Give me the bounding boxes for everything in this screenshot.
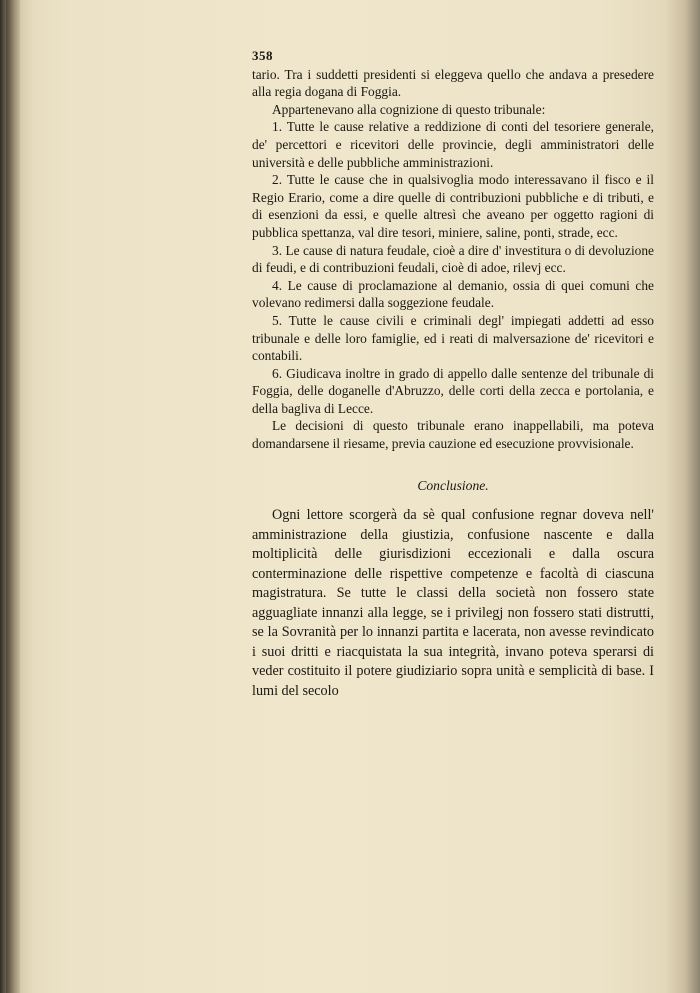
list-item-1: 1. Tutte le cause relative a reddizione di conti del tesoriere generale, de' percettori e ricevitori delle provincie, degli amministratori delle università e delle pubbliche amministrazioni. — [252, 119, 654, 170]
list-item-2: 2. Tutte le cause che in qualsivoglia modo interessavano il fisco e il Regio Erario, come a dire quelle di contribuzioni pubbliche e di tributi, e di esenzioni da essi, e quelle altresì che aveano per oggetto ragioni di pubblica spettanza, val dire tesori, miniere, saline, ponti, strade, ecc. — [252, 172, 654, 240]
page-number: 358 — [252, 48, 273, 63]
list-item-5: 5. Tutte le cause civili e criminali degl' impiegati addetti ad esso tribunale e delle loro famiglie, ed i reati di malversazione de' ricevitori e contabili. — [252, 312, 654, 364]
section-heading: Conclusione. — [417, 477, 489, 493]
book-gutter-shadow — [6, 0, 20, 993]
page-text-block — [252, 47, 654, 701]
paragraph-conclusion: Ogni lettore scorgerà da sè qual confusione regnar doveva nell' amministrazione della giustizia, confusione nascente e dalla moltiplicità delle giurisdizioni eccezionali e dalla oscura conterminazione delle rispettive competenze e facoltà di ciascuna magistratura. Se tutte le classi della società non fossero state agguagliate innanzi alla legge, se i privilegj non fossero stati distrutti, se la Sovranità per lo innanzi partita e lacerata, non avesse revindicato i suoi dritti e riacquistata la sua integrità, invano poteva sperarsi di veder costituito il potere giudiziario sopra unità e semplicità di base. I lumi del secolo — [252, 507, 654, 699]
paragraph-intro-competence: Appartenevano alla cognizione di questo tribunale: — [272, 101, 546, 117]
paragraph-continuation: tario. Tra i suddetti presidenti si eleggeva quello che andava a presedere alla regia dogana di Foggia. — [252, 66, 654, 100]
list-item-6: 6. Giudicava inoltre in grado di appello dalle sentenze del tribunale di Foggia, delle doganelle d'Abruzzo, delle corti della zecca e portolania, e della bagliva di Lecce. — [252, 365, 654, 416]
list-item-3: 3. Le cause di natura feudale, cioè a dire d' investitura o di devoluzione di feudi, e di contribuzioni feudali, cioè di adoe, rilevj ecc. — [252, 242, 654, 276]
paragraph-decisions: Le decisioni di questo tribunale erano inappellabili, ma poteva domandarsene il riesame, previa cauzione ed esecuzione provvisionale. — [252, 418, 654, 452]
list-item-4: 4. Le cause di proclamazione al demanio, ossia di quei comuni che volevano redimersi dalla soggezione feudale. — [252, 277, 654, 311]
